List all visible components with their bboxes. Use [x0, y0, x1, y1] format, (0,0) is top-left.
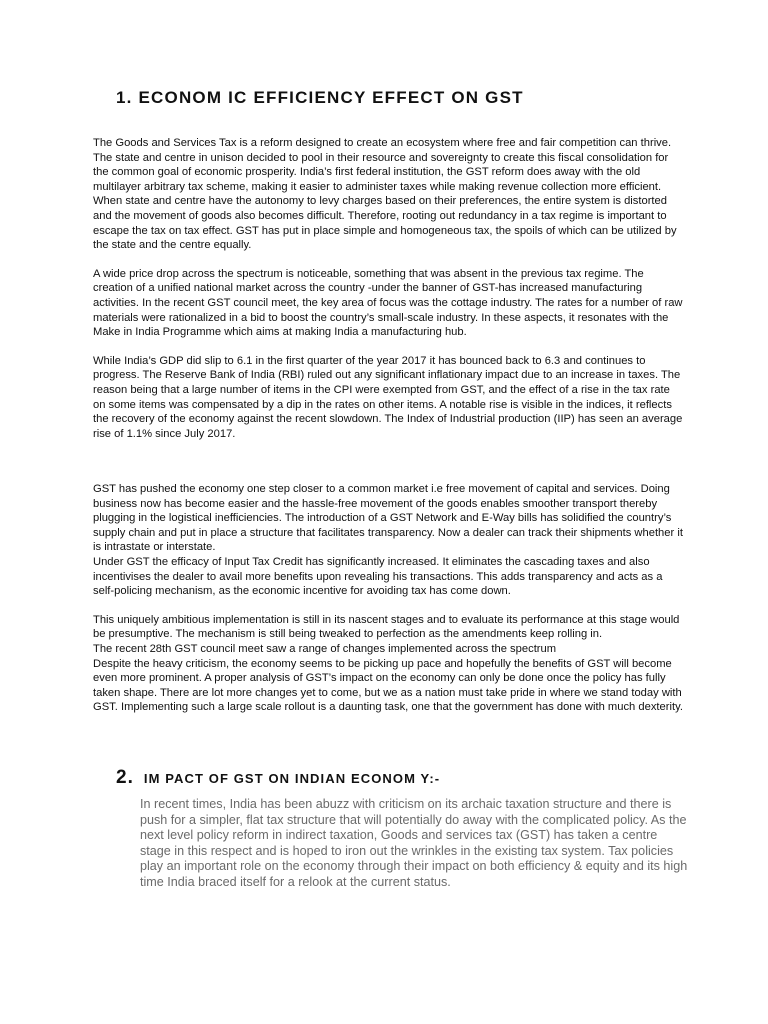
paragraph: A wide price drop across the spectrum is noticeable, something that was absent in the previous tax regime. The creation of a unified national market across the country -under the banner of GST-has increased manufacturing activities. In the recent GST council meet, the key area of focus was the cottage industry. The rates for a number of raw materials were rationalized in a bid to boost the country’s small-scale industry. In these aspects, it resonates with the Make in India Programme which aims at making India a manufacturing hub.: [93, 267, 683, 339]
paragraph: GST has pushed the economy one step closer to a common market i.e free movement of capital and services. Doing business now has become easier and the hassle-free movement of the goods enables smoother transport thereby plugging in the logistical inefficiencies. The introduction of a GST Network and E-Way bills has solidified the country’s supply chain and put in place a structure that facilitates transparency. Now a dealer can track their shipments whether it is intrastate or interstate.: [93, 483, 683, 554]
section-2-number: 2.: [116, 767, 134, 788]
section-2-paragraph: In recent times, India has been abuzz with criticism on its archaic taxation structure and there is push for a simpler, flat tax structure that will potentially do away with the complicated policy. As the next level policy reform in indirect taxation, Goods and services tax (GST) has taken a centre stage in this respect and is hoped to iron out the wrinkles in the existing tax system. Tax policies play an important role on the economy through their impact on both efficiency & equity and its high time India braced itself for a relook at the current status.: [140, 797, 688, 889]
paragraph: While India’s GDP did slip to 6.1 in the first quarter of the year 2017 it has bounced back to 6.3 and continues to progress. The Reserve Bank of India (RBI) ruled out any significant inflationary impact due to an increase in taxes. The reason being that a large number of items in the CPI were exempted from GST, and the effect of a rise in the tax rate on some items was compensated by a dip in the rates on other items. A notable rise is visible in the indices, it reflects the recovery of the economy against the recent slowdown. The Index of Industrial production (IIP) has seen an average rise of 1.1% since July 2017.: [93, 354, 683, 440]
section-2-heading: [116, 762, 440, 790]
section-1-heading: 1. ECONOM IC EFFICIENCY EFFECT ON GST: [116, 88, 524, 107]
section-2-title: IM PACT OF GST ON INDIAN ECONOM Y:-: [143, 771, 441, 786]
paragraph: This uniquely ambitious implementation is still in its nascent stages and to evaluate its performance at this stage would be presumptive. The mechanism is still being tweaked to perfection as the amendments keep rolling in.: [93, 613, 680, 641]
paragraph: The recent 28th GST council meet saw a range of changes implemented across the spectrum: [93, 642, 557, 655]
paragraph: When state and centre have the autonomy to levy charges based on their preferences, the entire system is distorted and the movement of goods also becomes difficult. Therefore, rooting out redundancy in a tax regime is important to escape the tax on tax effect. GST has put in place simple and homogeneous tax, the spoils of which can be utilized by the state and the centre equally.: [93, 195, 677, 252]
section-1-body-top: [93, 136, 683, 455]
section-1-body-bottom: [93, 482, 683, 729]
paragraph: The Goods and Services Tax is a reform designed to create an ecosystem where free and fair competition can thrive. The state and centre in unison decided to pool in their resource and sovereignty to create this fiscal consolidation for the common goal of economic prosperity. India’s first federal institution, the GST reform does away with the old multilayer arbitrary tax scheme, making it easier to administer taxes while making revenue collection more efficient.: [93, 137, 672, 193]
paragraph: Under GST the efficacy of Input Tax Credit has significantly increased. It eliminates the cascading taxes and also incentivises the dealer to avail more benefits upon revealing his transactions. This adds transparency and acts as a self-policing mechanism, as the economic incentive for avoiding tax has come down.: [93, 555, 663, 598]
paragraph: Despite the heavy criticism, the economy seems to be picking up pace and hopefully the benefits of GST will become even more prominent. A proper analysis of GST’s impact on the economy can only be done once the policy has fully taken shape. There are lot more changes yet to come, but we as a nation must take pride in where we stand today with GST. Implementing such a large scale rollout is a daunting task, one that the government has done with much dexterity.: [93, 657, 683, 714]
